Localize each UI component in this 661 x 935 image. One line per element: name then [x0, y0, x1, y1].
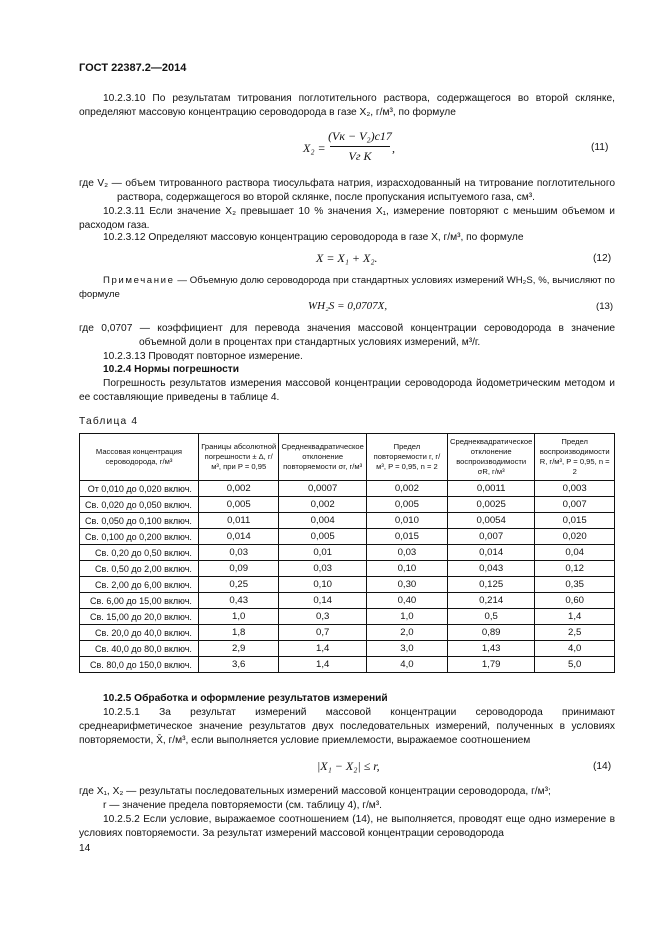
table-cell-value: 0,3 — [279, 609, 366, 625]
table-cell-value: 0,04 — [535, 545, 615, 561]
table-cell-value: 0,003 — [535, 481, 615, 497]
paragraph-10-2-3-13: 10.2.3.13 Проводят повторное измерение. — [103, 351, 303, 362]
table-cell-value: 1,8 — [198, 625, 279, 641]
table-cell-range: Св. 0,20 до 0,50 включ. — [80, 545, 199, 561]
accuracy-table — [79, 433, 615, 673]
table-row — [80, 497, 615, 513]
table-cell-value: 0,214 — [447, 593, 534, 609]
table-cell-value: 0,01 — [279, 545, 366, 561]
where-x1-x2: где X₁, X₂ — результаты последовательных измерений массовой концентрации сероводорода, г/м³; — [79, 786, 551, 797]
table-cell-value: 0,12 — [535, 561, 615, 577]
table-cell-range: От 0,010 до 0,020 включ. — [80, 481, 199, 497]
document-header: ГОСТ 22387.2—2014 — [79, 62, 187, 74]
table-row — [80, 481, 615, 497]
table-cell-value: 0,35 — [535, 577, 615, 593]
table-row — [80, 513, 615, 529]
table-cell-value: 2,5 — [535, 625, 615, 641]
table-cell-value: 0,40 — [366, 593, 447, 609]
table-cell-value: 3,0 — [366, 641, 447, 657]
table-header-concentration: Массовая концентрация сероводорода, г/м³ — [80, 434, 199, 481]
formula-11-lhs: X₂ = — [303, 141, 326, 155]
table-cell-value: 2,9 — [198, 641, 279, 657]
table-cell-value: 0,14 — [279, 593, 366, 609]
table-cell-value: 0,010 — [366, 513, 447, 529]
table-cell-range: Св. 20,0 до 40,0 включ. — [80, 625, 199, 641]
note-label: Примечание — [103, 275, 175, 286]
table-cell-value: 0,5 — [447, 609, 534, 625]
table-cell-value: 0,002 — [366, 481, 447, 497]
table-header-reproducibility-sd: Среднеквадратическое отклонение воспроизводимости σR, г/м³ — [447, 434, 534, 481]
page-number: 14 — [79, 843, 91, 854]
table-cell-range: Св. 0,100 до 0,200 включ. — [80, 529, 199, 545]
table-cell-value: 5,0 — [535, 657, 615, 673]
table-cell-value: 0,011 — [198, 513, 279, 529]
formula-14-number: (14) — [593, 761, 612, 772]
table-row — [80, 577, 615, 593]
table-cell-value: 0,43 — [198, 593, 279, 609]
table-cell-value: 0,020 — [535, 529, 615, 545]
table-header-row — [80, 434, 615, 481]
table-cell-value: 0,25 — [198, 577, 279, 593]
table-cell-value: 0,60 — [535, 593, 615, 609]
paragraph-10-2-3-12: 10.2.3.12 Определяют массовую концентрацию сероводорода в газе X, г/м³, по формуле — [103, 232, 524, 243]
paragraph-10-2-3-10: 10.2.3.10 По результатам титрования поглотительного раствора, содержащегося во второй склянке, определяют массовую концентрацию сероводорода в газе X₂, г/м³, по формуле — [79, 93, 615, 118]
paragraph-10-2-4: Погрешность результатов измерения массовой концентрации сероводорода йодометрическим методом и ее составляющие приведены в таблице 4. — [79, 378, 615, 403]
table-cell-value: 1,79 — [447, 657, 534, 673]
table-cell-value: 1,0 — [198, 609, 279, 625]
table-cell-value: 0,125 — [447, 577, 534, 593]
table-cell-range: Св. 6,00 до 15,00 включ. — [80, 593, 199, 609]
table-cell-value: 0,007 — [447, 529, 534, 545]
table-row — [80, 609, 615, 625]
table-row — [80, 545, 615, 561]
table-cell-value: 1,0 — [366, 609, 447, 625]
table-cell-value: 0,005 — [198, 497, 279, 513]
table-header-repeatability-limit: Предел повторяемости r, г/м³, P = 0,95, n = 2 — [366, 434, 447, 481]
table-cell-value: 0,005 — [366, 497, 447, 513]
where-r: r — значение предела повторяемости (см. таблицу 4), г/м³. — [103, 800, 383, 811]
table-cell-value: 0,03 — [279, 561, 366, 577]
table-cell-value: 0,03 — [198, 545, 279, 561]
table-cell-value: 0,30 — [366, 577, 447, 593]
formula-11-denominator: Vг K — [348, 149, 372, 163]
table-cell-value: 0,0011 — [447, 481, 534, 497]
table-header-abs-error: Границы абсолютной погрешности ± Δ, г/м³, при P = 0,95 — [198, 434, 279, 481]
table-cell-value: 0,0054 — [447, 513, 534, 529]
table-row — [80, 625, 615, 641]
where-v2: где V₂ — объем титрованного раствора тиосульфата натрия, израсходованный на титрование поглотительного раствора, содержащегося во второй склянке, после пропускания испытуемого газа, см³. — [79, 178, 615, 203]
table-cell-value: 1,43 — [447, 641, 534, 657]
formula-12-number: (12) — [593, 253, 612, 264]
table-cell-range: Св. 15,00 до 20,0 включ. — [80, 609, 199, 625]
formula-11-fraction-bar — [330, 146, 390, 147]
table-cell-value: 0,0007 — [279, 481, 366, 497]
table-cell-value: 0,7 — [279, 625, 366, 641]
note — [79, 274, 615, 302]
table-row — [80, 657, 615, 673]
table-cell-value: 4,0 — [535, 641, 615, 657]
table-cell-range: Св. 0,50 до 2,00 включ. — [80, 561, 199, 577]
table-row — [80, 529, 615, 545]
formula-12: X = X₁ + X₂. — [316, 251, 378, 265]
table-cell-range: Св. 80,0 до 150,0 включ. — [80, 657, 199, 673]
table-cell-value: 0,014 — [447, 545, 534, 561]
where-0707: где 0,0707 — коэффициент для перевода значения массовой концентрации сероводорода в значение объемной доли в процентах при стандартных условиях измерений, м³/г. — [79, 323, 615, 348]
table-cell-value: 0,002 — [279, 497, 366, 513]
table-row — [80, 593, 615, 609]
table-cell-range: Св. 0,020 до 0,050 включ. — [80, 497, 199, 513]
table-cell-value: 1,4 — [279, 641, 366, 657]
note-text: — Объемную долю сероводорода при стандартных условиях измерений WH₂S, %, вычисляют по формуле — [79, 275, 615, 300]
table-cell-value: 0,015 — [535, 513, 615, 529]
heading-10-2-4: 10.2.4 Нормы погрешности — [103, 364, 240, 375]
table-cell-value: 0,0025 — [447, 497, 534, 513]
table-cell-value: 0,03 — [366, 545, 447, 561]
table-cell-value: 0,002 — [198, 481, 279, 497]
table-cell-value: 0,014 — [198, 529, 279, 545]
table-cell-value: 0,007 — [535, 497, 615, 513]
table-cell-value: 0,004 — [279, 513, 366, 529]
paragraph-10-2-3-11: 10.2.3.11 Если значение X₂ превышает 10 % значения X₁, измерение повторяют с меньшим объемом и расходом газа. — [79, 206, 615, 231]
formula-11-numerator: (Vк − V₂)c17 — [328, 129, 392, 143]
table-cell-value: 0,10 — [279, 577, 366, 593]
table-cell-value: 2,0 — [366, 625, 447, 641]
formula-14: |X₁ − X₂| ≤ r, — [317, 759, 380, 773]
table-row — [80, 561, 615, 577]
paragraph-10-2-5-2: 10.2.5.2 Если условие, выражаемое соотношением (14), не выполняется, проводят еще одно измерение в условиях повторяемости. За результат измерений массовой концентрации сероводорода — [79, 814, 615, 839]
formula-11-number: (11) — [591, 142, 609, 153]
table-caption: Таблица 4 — [79, 416, 139, 427]
formula-13: WH₂S = 0,0707X, — [308, 300, 388, 312]
table-cell-value: 3,6 — [198, 657, 279, 673]
heading-10-2-5: 10.2.5 Обработка и оформление результатов измерений — [103, 693, 388, 704]
table-cell-value: 0,89 — [447, 625, 534, 641]
table-cell-value: 1,4 — [535, 609, 615, 625]
table-cell-range: Св. 40,0 до 80,0 включ. — [80, 641, 199, 657]
table-cell-value: 1,4 — [279, 657, 366, 673]
table-cell-value: 4,0 — [366, 657, 447, 673]
table-cell-range: Св. 2,00 до 6,00 включ. — [80, 577, 199, 593]
table-cell-value: 0,015 — [366, 529, 447, 545]
formula-13-number: (13) — [596, 301, 614, 312]
formula-11-comma: , — [392, 141, 395, 155]
table-cell-value: 0,005 — [279, 529, 366, 545]
table-header-repeatability-sd: Среднеквадратическое отклонение повторяемости σr, г/м³ — [279, 434, 366, 481]
paragraph-10-2-5-1: 10.2.5.1 За результат измерений массовой концентрации сероводорода принимают среднеарифметическое значение результатов двух последовательных измерений, полученных в условиях повторяемости, X̄, г/м³, если выполняется условие приемлемости, выражаемое соотношением — [79, 707, 615, 746]
table-header-reproducibility-limit: Предел воспроизводимости R, г/м³, P = 0,95, n = 2 — [535, 434, 615, 481]
table-cell-range: Св. 0,050 до 0,100 включ. — [80, 513, 199, 529]
table-cell-value: 0,09 — [198, 561, 279, 577]
table-cell-value: 0,10 — [366, 561, 447, 577]
table-cell-value: 0,043 — [447, 561, 534, 577]
table-row — [80, 641, 615, 657]
